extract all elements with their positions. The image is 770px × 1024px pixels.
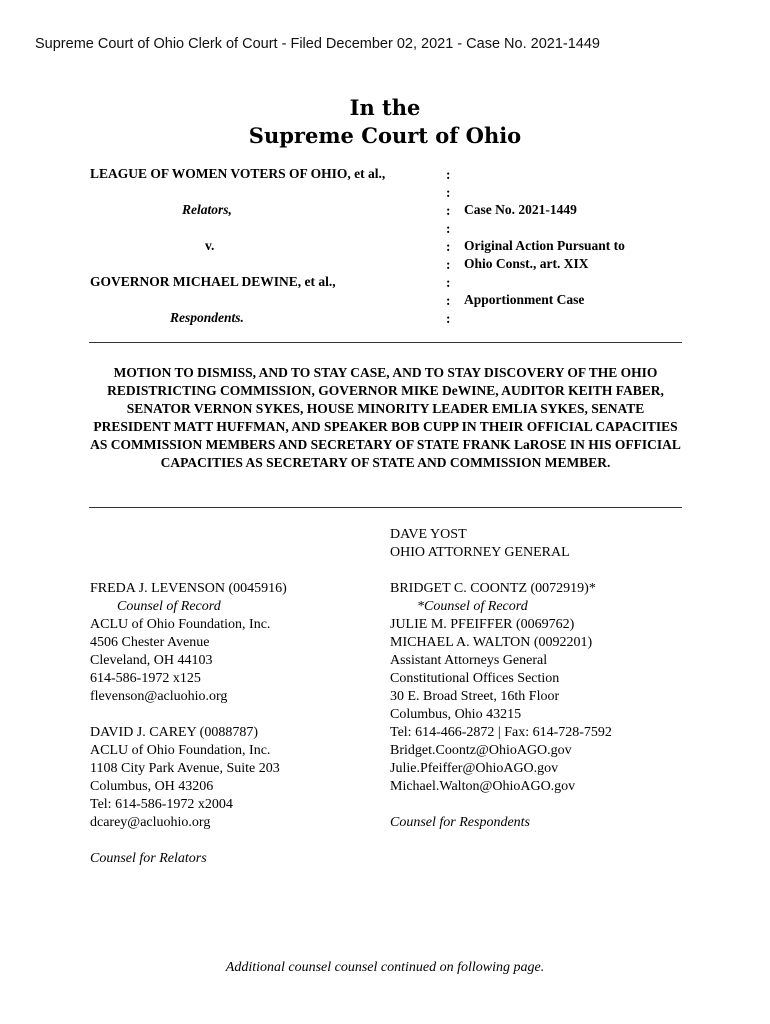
- caption-colon: :: [446, 203, 451, 218]
- counsel-email: dcarey@acluohio.org: [90, 815, 211, 830]
- counsel-title: Assistant Attorneys General: [390, 653, 548, 668]
- attorney-general-block: [390, 526, 570, 562]
- filing-stamp: Supreme Court of Ohio Clerk of Court - Filed December 02, 2021 - Case No. 2021-1449: [35, 36, 600, 52]
- counsel-email: Michael.Walton@OhioAGO.gov: [390, 779, 576, 794]
- counsel-city: Cleveland, OH 44103: [90, 653, 213, 668]
- respondents-label: Respondents.: [170, 310, 244, 325]
- counsel-role: Counsel of Record: [117, 599, 221, 614]
- attorney-general-name: DAVE YOST: [390, 527, 467, 542]
- action-line2: Ohio Const., art. XIX: [464, 256, 589, 271]
- spacer: [90, 706, 287, 724]
- footer-note: Additional counsel counsel continued on following page.: [225, 960, 545, 975]
- divider-bottom: [89, 507, 682, 508]
- counsel-city: Columbus, OH 43206: [90, 779, 214, 794]
- counsel-phone: 614-586-1972 x125: [90, 671, 201, 686]
- counsel-email: Bridget.Coontz@OhioAGO.gov: [390, 743, 572, 758]
- caption-colon: :: [446, 185, 451, 200]
- counsel-org: ACLU of Ohio Foundation, Inc.: [90, 743, 271, 758]
- counsel-street: 1108 City Park Avenue, Suite 203: [90, 761, 280, 776]
- caption-colon: :: [446, 275, 451, 290]
- court-title-line1: In the: [349, 95, 421, 120]
- caption-colon: :: [446, 239, 451, 254]
- counsel-street: 4506 Chester Avenue: [90, 635, 210, 650]
- counsel-email: Julie.Pfeiffer@OhioAGO.gov: [390, 761, 559, 776]
- counsel-section: Constitutional Offices Section: [390, 671, 560, 686]
- counsel-for-relators: Counsel for Relators: [90, 851, 207, 866]
- relators-label: Relators,: [182, 202, 232, 217]
- counsel-role: *Counsel of Record: [417, 599, 528, 614]
- spacer: [90, 832, 287, 850]
- motion-title: MOTION TO DISMISS, AND TO STAY CASE, AND TO STAY DISCOVERY OF THE OHIO REDISTRICTING COMMISSION, GOVERNOR MIKE DeWINE, AUDITOR KEITH FABER, SENATOR VERNON SYKES, HOUSE MINORITY LEADER EMLIA SYKES, SENATE PRESIDENT MATT HUFFMAN, AND SPEAKER BOB CUPP IN THEIR OFFICIAL CAPACITIES AS COMMISSION MEMBERS AND SECRETARY OF STATE FRANK LaROSE IN HIS OFFICIAL CAPACITIES AS SECRETARY OF STATE AND COMMISSION MEMBER.: [90, 365, 681, 470]
- counsel-city: Columbus, Ohio 43215: [390, 707, 522, 722]
- counsel-phone-fax: Tel: 614-466-2872 | Fax: 614-728-7592: [390, 725, 612, 740]
- respondents-name: GOVERNOR MICHAEL DEWINE, et al.,: [90, 274, 336, 289]
- counsel-phone: Tel: 614-586-1972 x2004: [90, 797, 233, 812]
- counsel-street: 30 E. Broad Street, 16th Floor: [390, 689, 560, 704]
- caption-colon-column: [446, 166, 454, 328]
- counsel-org: ACLU of Ohio Foundation, Inc.: [90, 617, 271, 632]
- counsel-name: FREDA J. LEVENSON (0045916): [90, 581, 287, 596]
- relators-counsel-block: [90, 580, 287, 868]
- attorney-general-title: OHIO ATTORNEY GENERAL: [390, 545, 570, 560]
- caption-colon: :: [446, 167, 451, 182]
- caption-colon: :: [446, 257, 451, 272]
- counsel-name: MICHAEL A. WALTON (0092201): [390, 635, 593, 650]
- counsel-for-respondents: Counsel for Respondents: [390, 815, 530, 830]
- divider-top: [89, 342, 682, 343]
- case-number: Case No. 2021-1449: [464, 202, 577, 217]
- counsel-name: JULIE M. PFEIFFER (0069762): [390, 617, 575, 632]
- court-title-line2: Supreme Court of Ohio: [248, 123, 522, 148]
- counsel-name: DAVID J. CAREY (0088787): [90, 725, 258, 740]
- counsel-email: flevenson@acluohio.org: [90, 689, 228, 704]
- counsel-name: BRIDGET C. COONTZ (0072919)*: [390, 581, 596, 596]
- relators-name: LEAGUE OF WOMEN VOTERS OF OHIO, et al.,: [90, 166, 386, 181]
- caption-colon: :: [446, 311, 451, 326]
- spacer: [390, 796, 612, 814]
- caption-colon: :: [446, 221, 451, 236]
- versus: v.: [205, 238, 215, 253]
- respondents-counsel-block: [390, 580, 612, 832]
- caption-colon: :: [446, 293, 451, 308]
- case-type: Apportionment Case: [464, 292, 585, 307]
- action-line1: Original Action Pursuant to: [464, 238, 625, 253]
